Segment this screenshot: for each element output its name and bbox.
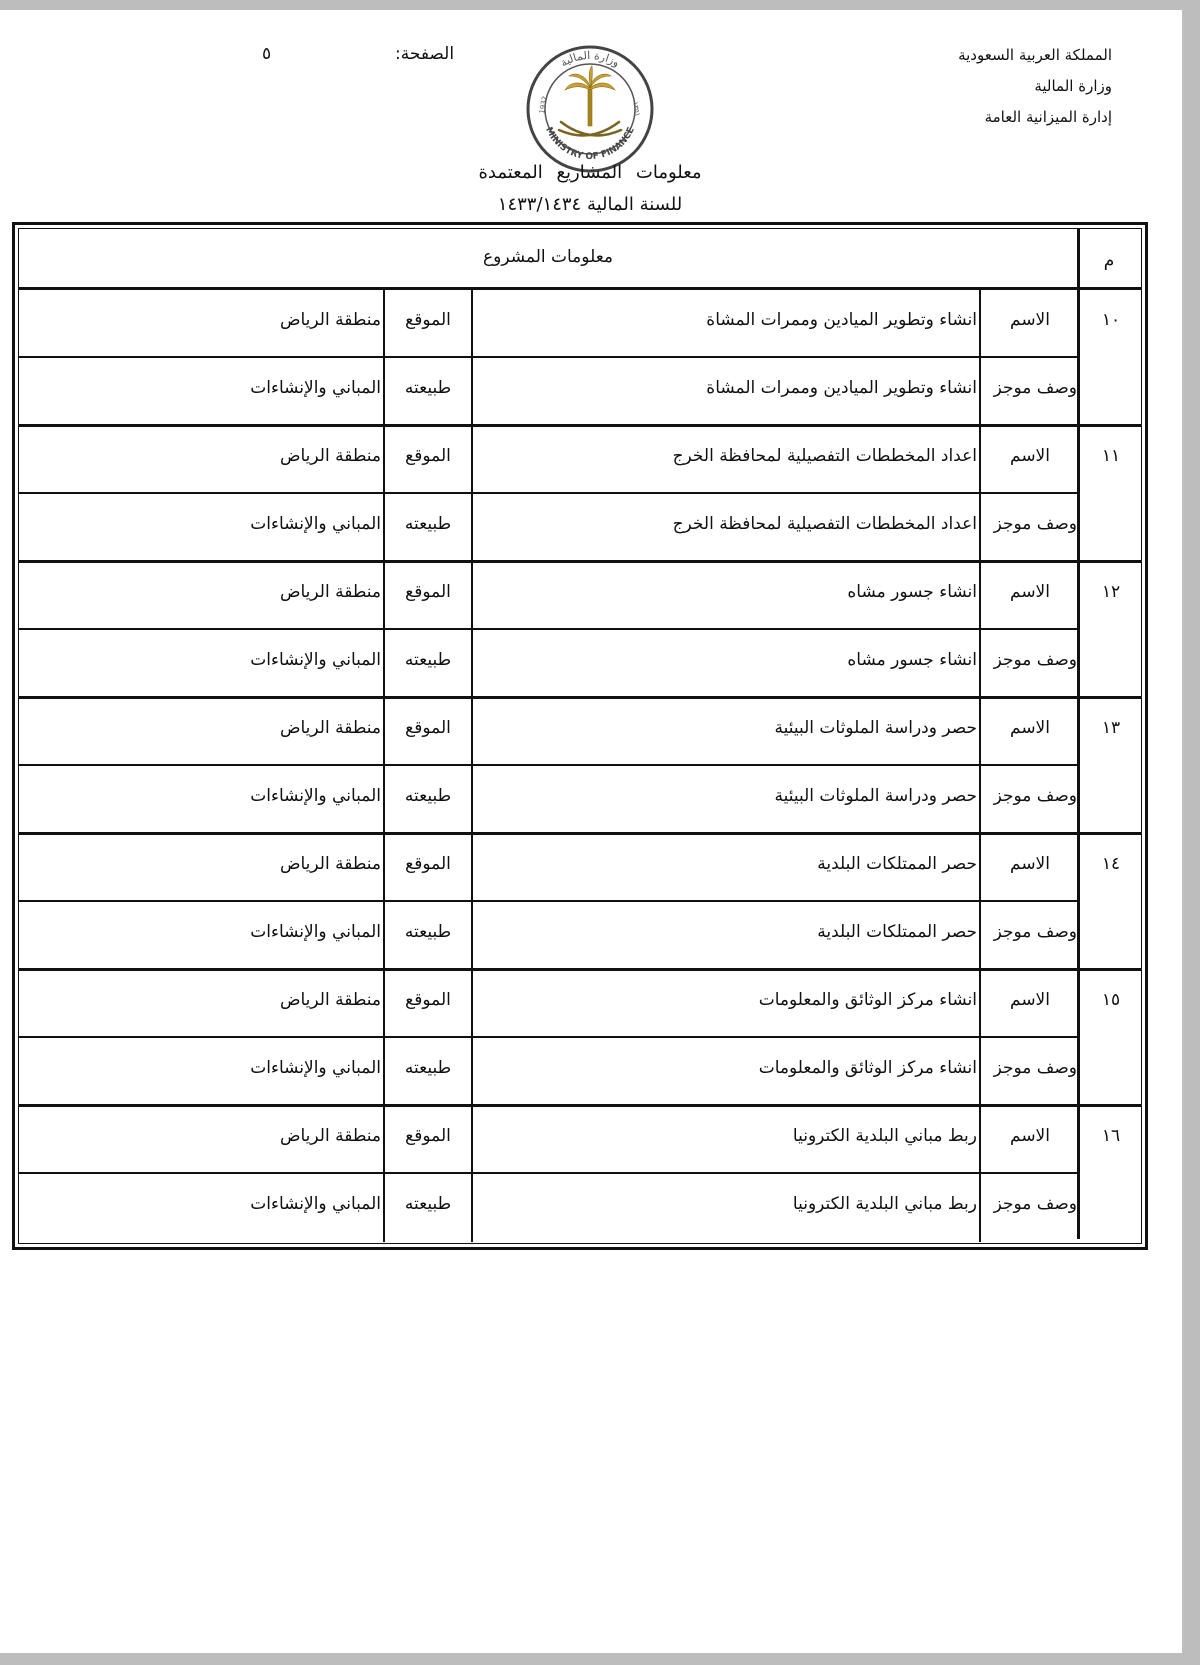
row-divider [19,968,1141,971]
row-number: ١٣ [1101,718,1121,738]
project-location: منطقة الرياض [279,718,381,738]
project-nature: المباني والإنشاءات [250,378,381,398]
org-line-kingdom: المملكة العربية السعودية [958,46,1112,64]
project-description: انشاء جسور مشاه [847,650,977,670]
nature-label: طبيعته [404,378,452,398]
org-line-ministry: وزارة المالية [1034,77,1112,95]
project-location: منطقة الرياض [279,854,381,874]
project-name: حصر ودراسة الملوثات البيئية [774,718,977,738]
name-label: الاسم [1010,718,1050,738]
row-number: ١٢ [1101,582,1121,602]
row-divider [19,424,1141,427]
name-label: الاسم [1010,1126,1050,1146]
name-label: الاسم [1010,582,1050,602]
seal-year-right: ١٣٥١ [631,100,642,118]
row-sub-divider [19,628,1077,630]
project-location: منطقة الرياض [279,446,381,466]
project-name: اعداد المخططات التفصيلية لمحافظة الخرج [672,446,977,466]
location-label-divider [383,290,385,1242]
row-sub-divider [19,764,1077,766]
row-number: ١٤ [1101,854,1121,874]
project-location: منطقة الرياض [279,990,381,1010]
project-nature: المباني والإنشاءات [250,922,381,942]
row-sub-divider [19,1036,1077,1038]
header-divider [19,287,1141,290]
project-name: انشاء وتطوير الميادين وممرات المشاة [706,310,977,330]
project-name: ربط مباني البلدية الكترونيا [792,1126,977,1146]
page-number-label: الصفحة: [395,44,455,64]
nature-label: طبيعته [404,514,452,534]
row-number: ١١ [1101,446,1121,466]
svg-text:MINISTRY OF FINANCE [543,126,637,162]
row-number: ١٦ [1101,1126,1121,1146]
project-description: ربط مباني البلدية الكترونيا [792,1194,977,1214]
project-description: انشاء وتطوير الميادين وممرات المشاة [706,378,977,398]
location-label: الموقع [405,582,451,602]
middle-column-divider [471,290,473,1242]
description-label: وصف موجز [993,1194,1077,1214]
index-column-divider [1077,229,1080,1239]
ministry-seal-logo [525,44,655,174]
name-label: الاسم [1010,310,1050,330]
palm-tree-icon [565,66,615,126]
project-name: انشاء جسور مشاه [847,582,977,602]
row-divider [19,696,1141,699]
project-location: منطقة الرياض [279,310,381,330]
org-line-department: إدارة الميزانية العامة [984,108,1112,126]
seal-bottom-text: MINISTRY OF FINANCE [543,125,637,163]
row-sub-divider [19,1172,1077,1174]
location-label: الموقع [405,990,451,1010]
project-nature: المباني والإنشاءات [250,514,381,534]
project-nature: المباني والإنشاءات [250,786,381,806]
location-label: الموقع [405,1126,451,1146]
project-description: حصر الممتلكات البلدية [817,922,977,942]
nature-label: طبيعته [404,1058,452,1078]
project-name: انشاء مركز الوثائق والمعلومات [758,990,977,1010]
row-sub-divider [19,900,1077,902]
nature-label: طبيعته [404,650,452,670]
nature-label: طبيعته [404,786,452,806]
project-description: انشاء مركز الوثائق والمعلومات [758,1058,977,1078]
description-label: وصف موجز [993,1058,1077,1078]
row-sub-divider [19,492,1077,494]
description-label: وصف موجز [993,650,1077,670]
document-title: معلومات المشاريع المعتمدة [478,162,702,183]
organization-header [872,40,1112,133]
projects-table-body [18,228,1142,1244]
row-number: ١٥ [1101,990,1121,1010]
project-description: حصر ودراسة الملوثات البيئية [774,786,977,806]
row-divider [19,832,1141,835]
location-label: الموقع [405,446,451,466]
description-label: وصف موجز [993,378,1077,398]
project-name: حصر الممتلكات البلدية [817,854,977,874]
name-label: الاسم [1010,854,1050,874]
page-number-value: ٥ [262,44,272,64]
fiscal-year-subtitle: للسنة المالية ١٤٣٣/١٤٣٤ [497,194,683,215]
row-sub-divider [19,356,1077,358]
project-location: منطقة الرياض [279,582,381,602]
description-label: وصف موجز [993,922,1077,942]
projects-table [12,222,1148,1250]
seal-year-left: 1932 [538,95,550,115]
row-number: ١٠ [1101,310,1121,330]
name-label: الاسم [1010,446,1050,466]
row-divider [19,560,1141,563]
project-location: منطقة الرياض [279,1126,381,1146]
document-page [0,10,1182,1653]
row-divider [19,1104,1141,1107]
project-description: اعداد المخططات التفصيلية لمحافظة الخرج [672,514,977,534]
label-column-divider [979,290,981,1242]
location-label: الموقع [405,718,451,738]
nature-label: طبيعته [404,922,452,942]
nature-label: طبيعته [404,1194,452,1214]
location-label: الموقع [405,854,451,874]
seal-top-text: وزارة المالية [558,48,622,70]
name-label: الاسم [1010,990,1050,1010]
project-nature: المباني والإنشاءات [250,650,381,670]
column-header-project-info: معلومات المشروع [482,247,614,267]
location-label: الموقع [405,310,451,330]
description-label: وصف موجز [993,514,1077,534]
project-nature: المباني والإنشاءات [250,1194,381,1214]
description-label: وصف موجز [993,786,1077,806]
column-header-index: م [1103,251,1115,271]
project-nature: المباني والإنشاءات [250,1058,381,1078]
